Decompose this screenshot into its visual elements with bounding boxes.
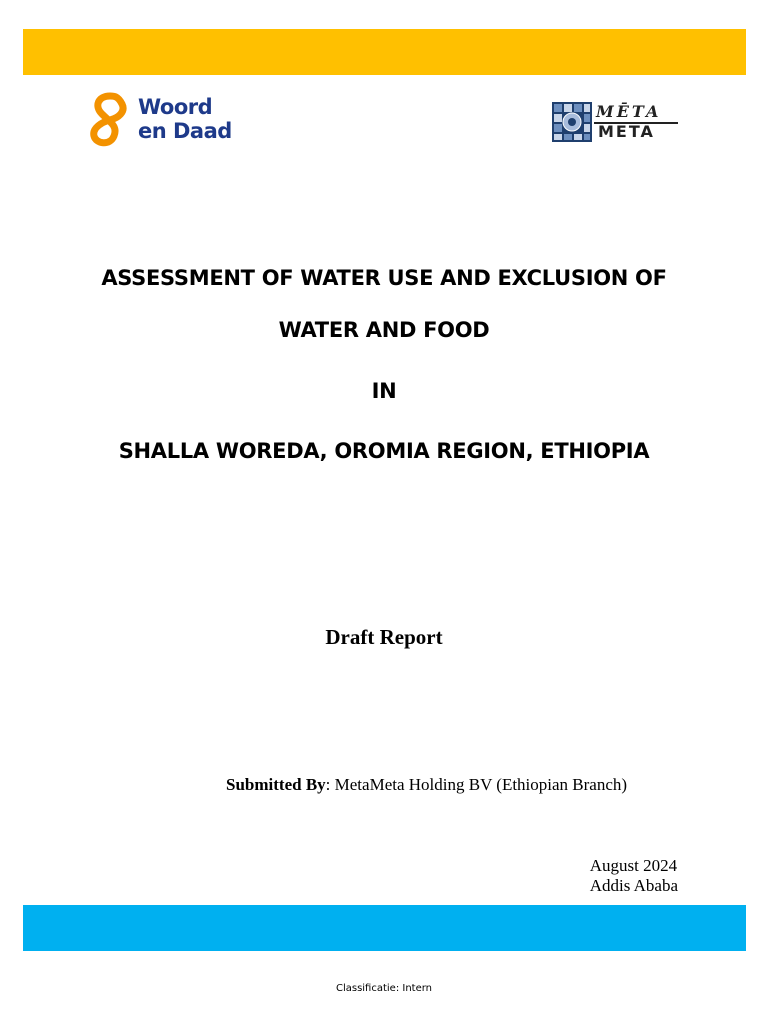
woord-en-daad-symbol-icon	[88, 90, 132, 150]
submitted-by-label: Submitted By	[226, 775, 326, 794]
metameta-logo	[552, 102, 680, 144]
report-title-line-3: IN	[371, 379, 397, 403]
bottom-color-band	[23, 905, 746, 951]
logo-text-woord: Woord	[138, 95, 213, 119]
report-title-line-2: WATER AND FOOD	[278, 318, 490, 342]
report-title-line-1: ASSESSMENT OF WATER USE AND EXCLUSION OF	[101, 266, 667, 290]
top-color-band	[23, 29, 746, 75]
logo-text-en-daad: en Daad	[138, 119, 232, 143]
report-type: Draft Report	[325, 625, 443, 649]
classification-label: Classificatie: Intern	[335, 983, 433, 994]
metameta-logo-top-text: MĒTA	[596, 102, 662, 121]
submitted-by-value: : MetaMeta Holding BV (Ethiopian Branch)	[325, 775, 628, 794]
woord-en-daad-logo	[88, 90, 248, 150]
metameta-mosaic-icon	[552, 102, 592, 142]
submitted-by	[226, 775, 627, 795]
metameta-logo-bottom-text: META	[598, 122, 655, 141]
report-place: Addis Ababa	[589, 876, 678, 895]
report-date: August 2024	[589, 856, 678, 875]
date-place-block	[590, 856, 678, 896]
report-title-line-4: SHALLA WOREDA, OROMIA REGION, ETHIOPIA	[118, 439, 650, 463]
